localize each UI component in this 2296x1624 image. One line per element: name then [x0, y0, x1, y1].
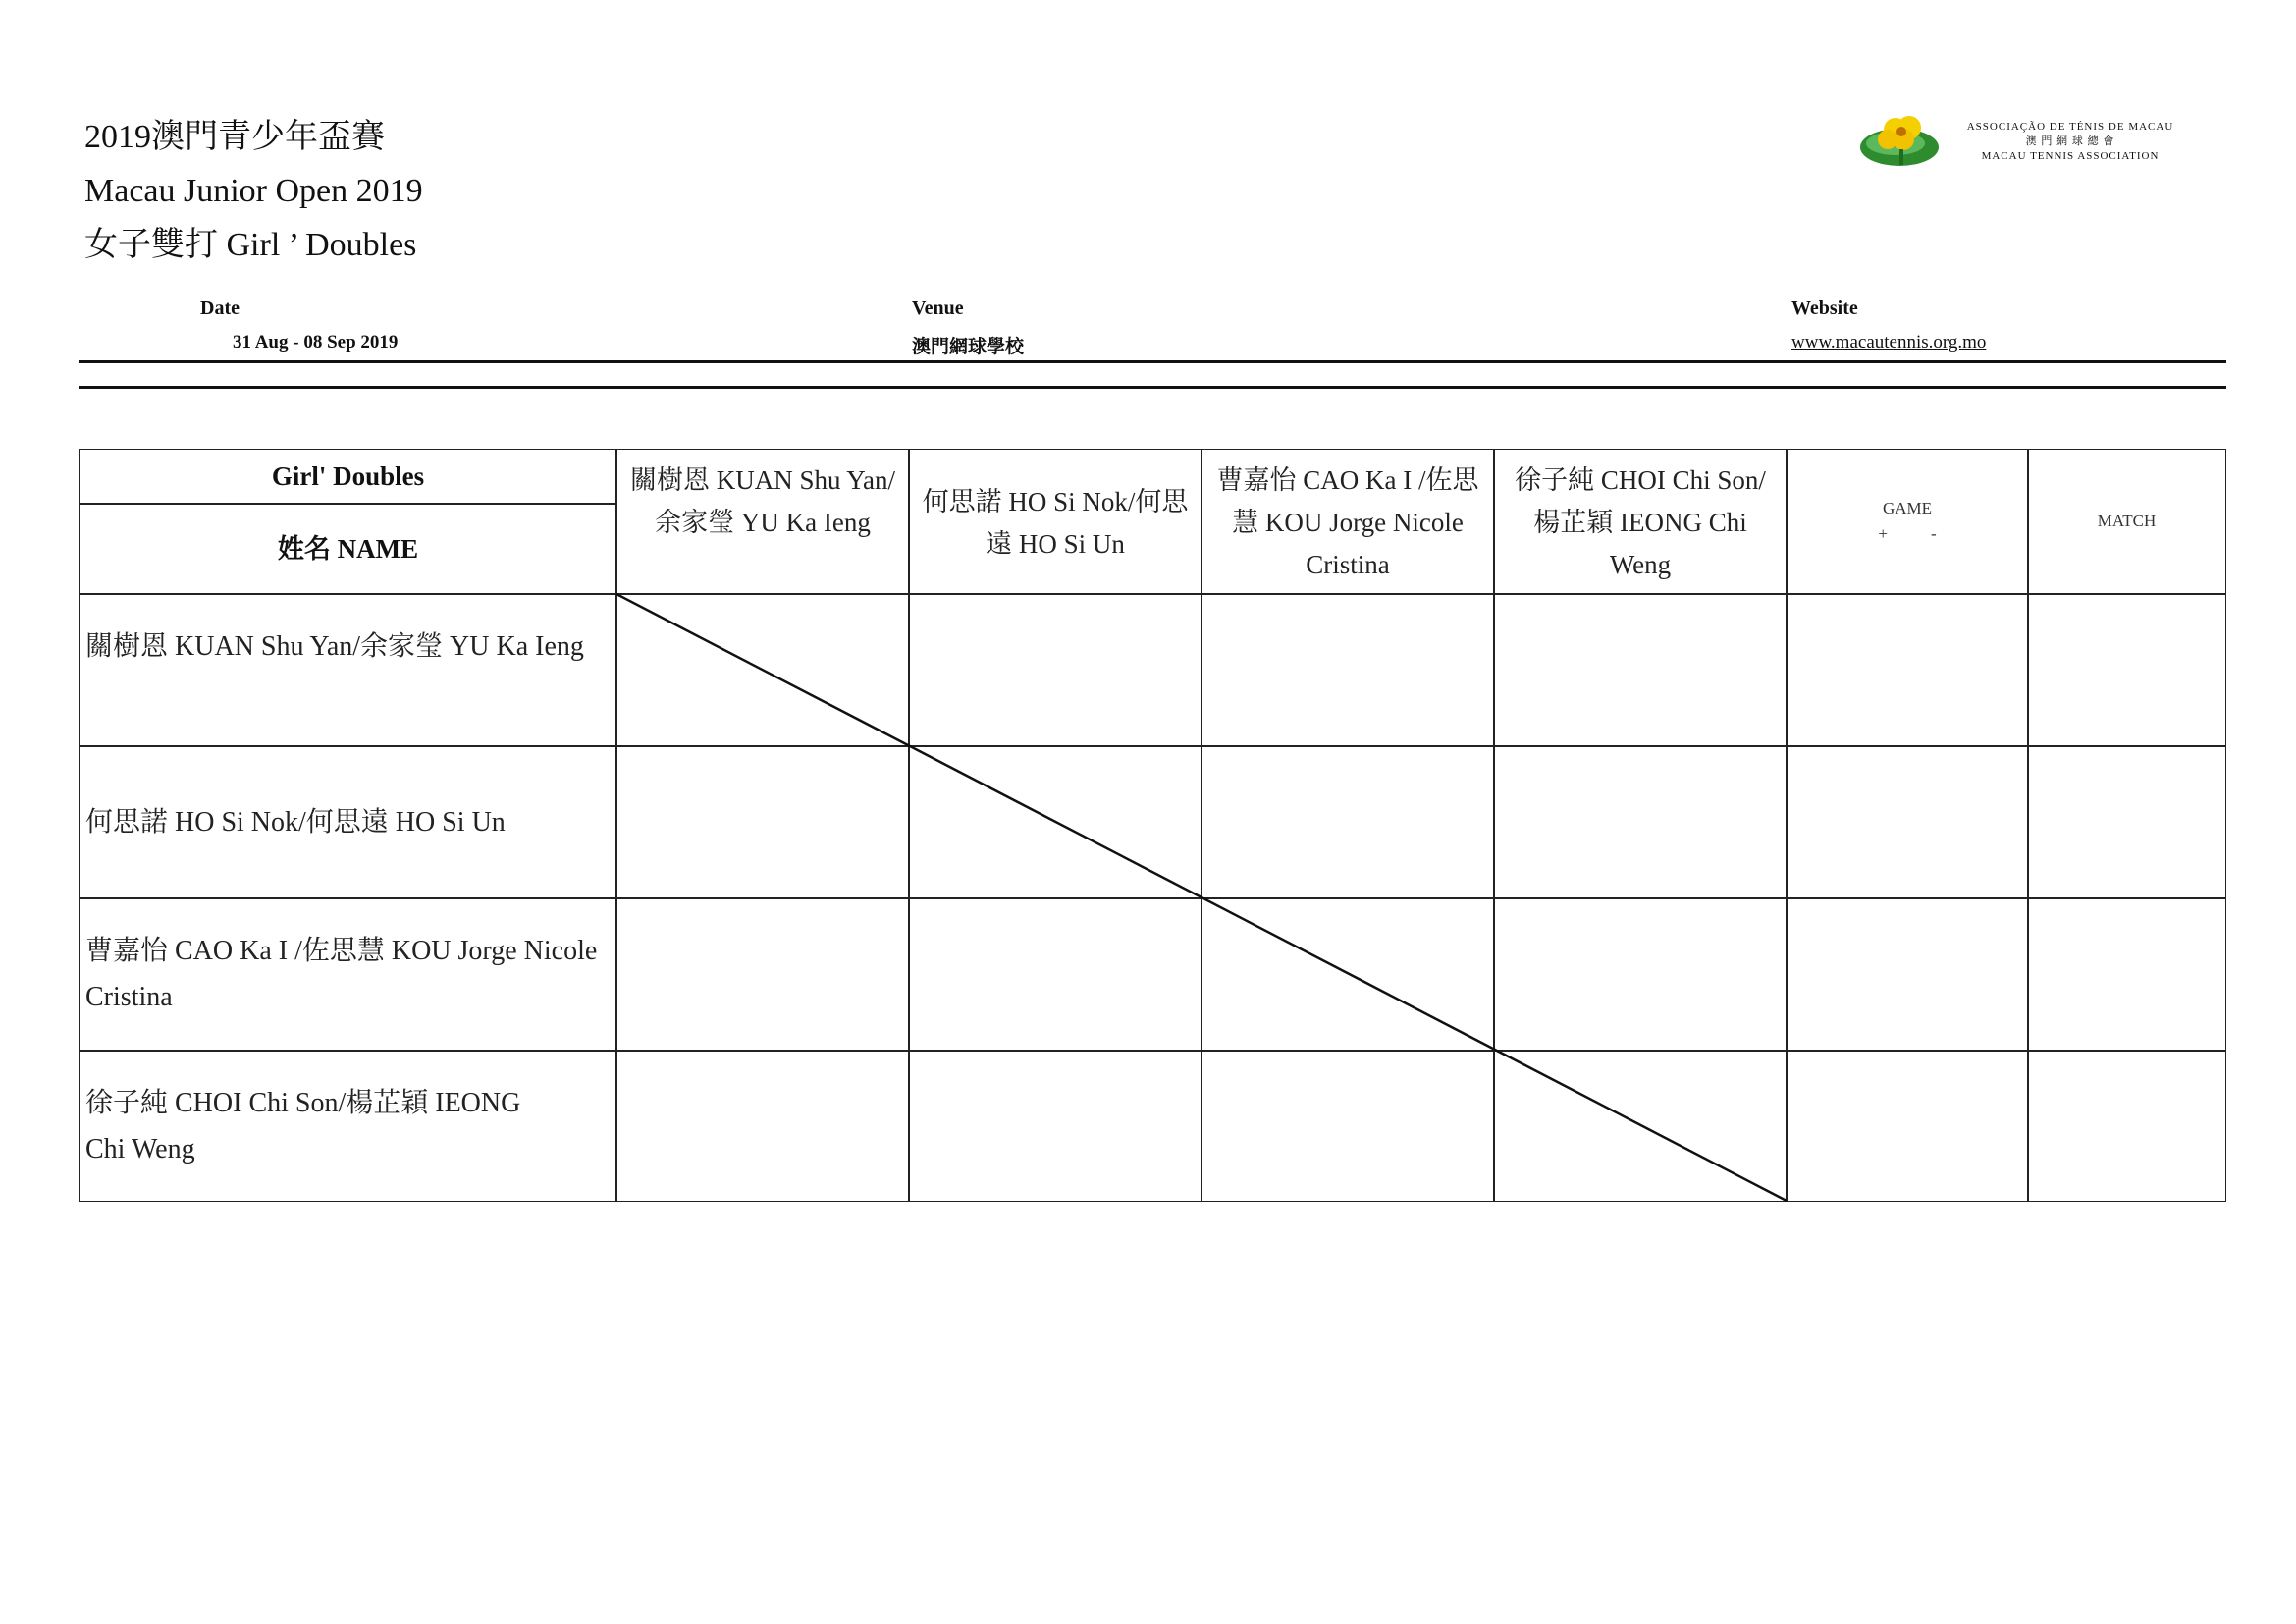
table-cell — [1201, 593, 1495, 747]
row-4-name-cell — [79, 1050, 617, 1202]
table-cell — [615, 897, 910, 1052]
table-cell — [2027, 897, 2226, 1052]
table-cell — [1786, 593, 2029, 747]
column-header-1 — [615, 449, 910, 595]
column-header-3 — [1201, 449, 1495, 595]
website-link[interactable]: www.macautennis.org.mo — [1791, 332, 1987, 352]
date-label: Date — [200, 298, 240, 319]
table-cell — [2027, 593, 2226, 747]
header-title-cell — [79, 449, 617, 505]
table-cell — [615, 1050, 910, 1202]
date-value: 31 Aug - 08 Sep 2019 — [233, 332, 399, 352]
table-cell — [1786, 1050, 2029, 1202]
column-header-1-label: 關樹恩 KUAN Shu Yan/余家瑩 YU Ka Ieng — [629, 465, 896, 537]
table-cell — [908, 897, 1202, 1052]
flower-logo-icon — [1858, 114, 1947, 171]
row-4-name: 徐子純 CHOI Chi Son/楊芷穎 IEONG Chi Weng — [85, 1088, 521, 1164]
table-cell — [1786, 897, 2029, 1052]
column-header-2-label: 何思諾 HO Si Nok/何思遠 HO Si Un — [922, 487, 1189, 559]
title-chinese: 2019澳門青少年盃賽 — [84, 119, 385, 155]
website-label: Website — [1791, 298, 1858, 319]
logo-text — [1952, 120, 2188, 164]
table-cell — [1786, 745, 2029, 899]
table-cell — [615, 593, 910, 747]
table-cell — [1201, 745, 1495, 899]
logo-line-portuguese: ASSOCIAÇÃO DE TÉNIS DE MACAU — [1966, 121, 2174, 133]
header-title: Girl' Doubles — [271, 461, 425, 491]
game-label: GAME — [1882, 499, 1933, 517]
row-1-name: 關樹恩 KUAN Shu Yan/余家瑩 YU Ka Ieng — [85, 631, 584, 662]
logo-line-chinese: 澳 門 網 球 總 會 — [2025, 135, 2115, 147]
table-cell — [1493, 897, 1788, 1052]
game-minus: - — [1930, 524, 1937, 543]
row-2-name: 何思諾 HO Si Nok/何思遠 HO Si Un — [85, 807, 506, 838]
header-rule-bottom — [79, 386, 2226, 389]
column-header-3-label: 曹嘉怡 CAO Ka I /佐思慧 KOU Jorge Nicole Cristina — [1216, 465, 1479, 579]
association-logo — [1858, 114, 2188, 171]
game-plus-minus — [1787, 521, 2028, 547]
table-cell — [615, 745, 910, 899]
column-header-4 — [1493, 449, 1788, 595]
table-cell — [1493, 1050, 1788, 1202]
venue-label: Venue — [912, 298, 964, 319]
game-header — [1786, 449, 2029, 595]
table-cell — [2027, 1050, 2226, 1202]
title-event: 女子雙打 Girl ’ Doubles — [84, 227, 417, 263]
table-cell — [908, 593, 1202, 747]
venue-value: 澳門網球學校 — [912, 337, 1025, 357]
game-plus: + — [1878, 524, 1888, 543]
row-3-name-cell — [79, 897, 617, 1052]
table-cell — [1493, 745, 1788, 899]
row-2-name-cell — [79, 745, 617, 899]
row-3-name: 曹嘉怡 CAO Ka I /佐思慧 KOU Jorge Nicole Cristina — [85, 936, 598, 1012]
title-english: Macau Junior Open 2019 — [84, 173, 423, 209]
table-cell — [908, 1050, 1202, 1202]
table-cell — [1493, 593, 1788, 747]
row-1-name-cell — [79, 593, 617, 747]
column-header-2 — [908, 449, 1202, 595]
header-name: 姓名 NAME — [277, 534, 419, 564]
table-cell — [1201, 1050, 1495, 1202]
match-label: MATCH — [2097, 512, 2157, 530]
header-rule-top — [79, 360, 2226, 363]
table-cell — [908, 745, 1202, 899]
table-cell — [1201, 897, 1495, 1052]
header-name-cell — [79, 503, 617, 595]
title-block — [84, 110, 423, 272]
table-cell — [2027, 745, 2226, 899]
logo-line-english: MACAU TENNIS ASSOCIATION — [1981, 150, 2160, 162]
column-header-4-label: 徐子純 CHOI Chi Son/楊芷穎 IEONG Chi Weng — [1515, 465, 1766, 579]
match-header — [2027, 449, 2226, 595]
